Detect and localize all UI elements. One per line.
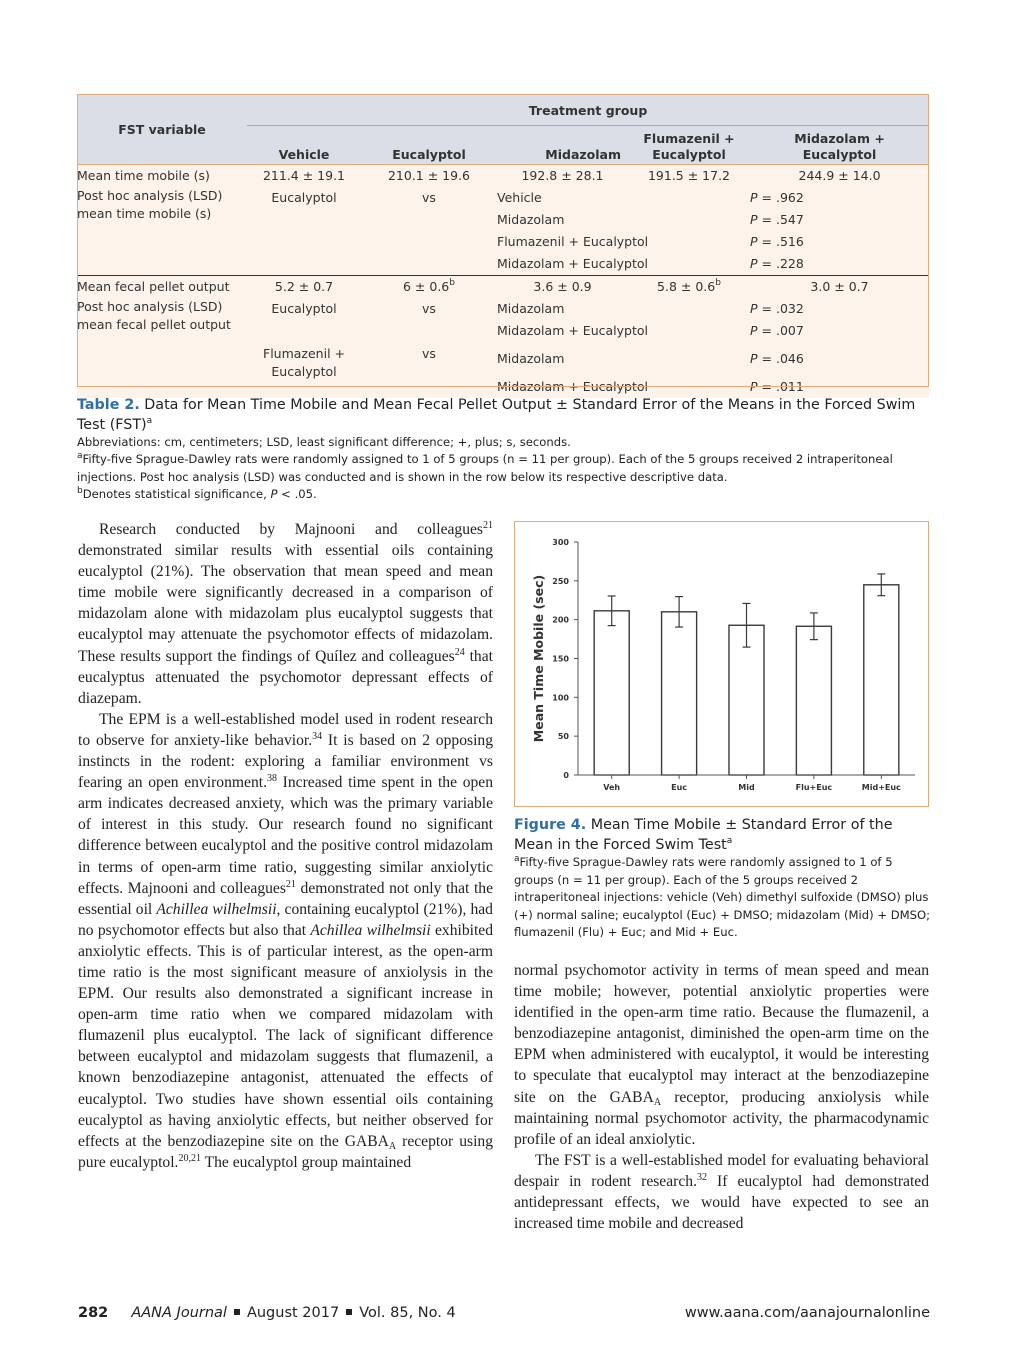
paragraph: normal psychomotor activity in terms of mean speed and mean time mobile; however, potential anxiolytic properties were identified in the open-arm time ratio. Because the flumazenil, a benzodiazepine antagonist, diminished the open-arm time on the EPM when administered with eucalyptol, it would be interesting to speculate that eucalyptol may interact at the benzodiazepine site on the $GABA_A$ receptor, producing anxiolysis while maintaining normal psychomotor activity, the pharmacodynamic profile of an ideal anxiolytic. — [514, 962, 930, 1148]
cell-comparison-group: Vehicle — [497, 190, 542, 205]
bar-chart — [515, 522, 928, 806]
header-treatment-group: Treatment group — [247, 94, 929, 126]
paragraph: The FST is a well-established model for evaluating behavioral despair in rodent research.$^{32}$ If eucalyptol had demonstrated antidepressant effects, we would have expected to see an increased time mobile and decreased — [514, 1151, 929, 1233]
header-vehicle: Vehicle — [247, 126, 361, 165]
cell-midazolam: 192.8 ± 28.1 — [521, 168, 604, 183]
cell-p-value: P = .032 — [750, 301, 804, 316]
cell-midazolam: 3.6 ± 0.9 — [497, 276, 628, 299]
figure-4 — [514, 521, 929, 807]
x-tick-label: Veh — [603, 783, 621, 792]
figure-4-note: $^a$Fifty-five Sprague-Dawley rats were randomly assigned to 1 of 5 groups (n = 11 per group). Each of the 5 groups received 2 intraperitoneal injections: vehicle (Veh) dimethyl sulfoxide (DMSO) plus (+) normal saline; eucalyptol (Euc) + DMSO; midazolam (Mid) + DMSO; flumazenil (Flu) + Euc; and Mid + Euc. — [514, 854, 931, 940]
bar-mid — [729, 625, 764, 775]
x-tick-label: Euc — [671, 783, 688, 792]
square-bullet-icon — [346, 1309, 352, 1315]
y-tick-label: 100 — [552, 693, 569, 703]
cell-vs: vs — [422, 346, 436, 361]
cell-vs: vs — [422, 190, 436, 205]
fst-data-table — [77, 94, 929, 398]
y-tick-label: 150 — [552, 654, 569, 664]
issue-volume: Vol. 85, No. 4 — [359, 1305, 456, 1321]
header-midazolam: Midazolam — [497, 126, 628, 165]
paragraph: The EPM is a well-established model used in rodent research to observe for anxiety-like behavior.$^{34}$ It is based on 2 opposing instincts in the rodent: exploring a familiar environment vs fearing an open environment.$^{38}$ Increased time spent in the open arm indicates decreased anxiety, which was the primary variable of interest in this study. Our research found no significant difference between eucalyptol and the positive control midazolam in terms of open-arm time ratio, suggesting similar anxiolytic effects. Majnooni and colleagues$^{21}$ demonstrated not only that the essential oil Achillea wilhelmsii, containing eucalyptol (21%), had no psychomotor effects but also that Achillea wilhelmsii exhibited anxiolytic effects. This is of particular interest, as the open-arm time ratio is the most significant measure of anxiolysis in the EPM. Our results also demonstrated a significant increase in open-arm time ratio when we compared midazolam with flumazenil plus eucalyptol. The lack of significant difference between eucalyptol and midazolam suggests that flumazenil, a known benzodiazepine antagonist, attenuated the effects of eucalyptol. Two studies have shown essential oils containing eucalyptol as having anxiolytic effects, but neither observed for effects at the benzodiazepine site on the $GABA_A$ receptor using pure eucalyptol.$^{20,21}$ The eucalyptol group maintained — [78, 710, 494, 1171]
cell-flumazenil-eucalyptol: 191.5 ± 17.2 — [647, 168, 731, 183]
header-midazolam-eucalyptol: Midazolam + Eucalyptol — [750, 126, 929, 165]
table-2-footnote-a: $^a$Fifty-five Sprague-Dawley rats were randomly assigned to 1 of 5 groups (n = 11 per group). Each of the 5 groups received 2 intraperitoneal injections. Post hoc analysis (LSD) was conducted and is shown in the row below its respective descriptive data. — [77, 451, 893, 484]
table-2-footnote-b: $^b$Denotes statistical significance, P < .05. — [77, 486, 317, 502]
journal-url: www.aana.com/aanajournalonline — [684, 1305, 930, 1321]
page-footer — [78, 1305, 930, 1321]
cell-p-value: P = .228 — [750, 256, 804, 271]
x-tick-label: Flu+Euc — [795, 783, 833, 792]
table-row-posthoc-fecal — [77, 298, 929, 320]
header-fst-variable: FST variable — [77, 94, 247, 165]
y-tick-label: 250 — [552, 576, 569, 586]
cell-p-value: P = .007 — [750, 323, 804, 338]
bar-euc — [662, 612, 697, 775]
x-tick-label: Mid — [738, 783, 755, 792]
cell-eucalyptol: 210.1 ± 19.6 — [387, 168, 471, 183]
cell-reference-group: Eucalyptol — [271, 190, 337, 205]
row-label: Mean fecal pellet output — [77, 276, 247, 299]
cell-p-value: P = .547 — [750, 212, 804, 227]
table-2-notes — [77, 434, 937, 504]
body-column-left — [78, 519, 493, 1173]
cell-p-value: P = .962 — [750, 190, 804, 205]
page-number: 282 — [78, 1305, 109, 1321]
y-axis — [552, 538, 578, 780]
table-2-caption: Table 2. Data for Mean Time Mobile and Mean Fecal Pellet Output ± Standard Error of the Means in the Forced Swim Test (FST)$^a$ — [77, 397, 916, 433]
y-tick-label: 300 — [552, 538, 569, 547]
header-eucalyptol: Eucalyptol — [361, 126, 497, 165]
cell-vs: vs — [422, 301, 436, 316]
row-label: Mean time mobile (s) — [77, 168, 210, 183]
body-column-right — [514, 960, 929, 1234]
cell-comparison-group: Midazolam — [497, 351, 565, 366]
cell-comparison-group: Midazolam — [497, 301, 565, 316]
cell-flumazenil-eucalyptol: 5.8 ± 0.6$^b$ — [628, 276, 750, 299]
table-2-label: Table 2. — [77, 397, 140, 413]
table-row — [77, 342, 929, 376]
square-bullet-icon — [234, 1309, 240, 1315]
header-flumazenil-eucalyptol: Flumazenil + Eucalyptol — [628, 126, 750, 165]
cell-reference-group-2: Flumazenil + Eucalyptol — [263, 346, 345, 379]
row-label: Post hoc analysis (LSD) mean fecal pellet output — [77, 299, 231, 332]
bars — [594, 574, 899, 775]
cell-midazolam-eucalyptol: 3.0 ± 0.7 — [750, 276, 929, 299]
cell-comparison-group: Midazolam — [497, 212, 565, 227]
bar-mid-euc — [864, 585, 899, 775]
table-row-mean-fecal-pellet-output — [77, 276, 929, 299]
cell-p-value: P = .516 — [750, 234, 804, 249]
cell-vehicle: 211.4 ± 19.1 — [262, 168, 346, 183]
cell-p-value: P = .046 — [750, 351, 804, 366]
cell-comparison-group: Midazolam + Eucalyptol — [497, 379, 648, 394]
cell-p-value: P = .011 — [750, 379, 804, 394]
table-2 — [77, 94, 929, 398]
cell-comparison-group: Flumazenil + Eucalyptol — [497, 234, 649, 249]
figure-4-label: Figure 4. — [514, 817, 587, 833]
y-tick-label: 0 — [563, 771, 569, 780]
y-tick-label: 200 — [552, 615, 569, 625]
table-2-title: Data for Mean Time Mobile and Mean Fecal Pellet Output ± Standard Error of the Means in the Forced Swim Test (FST) — [77, 397, 916, 433]
figure-4-caption: Figure 4. Mean Time Mobile ± Standard Error of the Mean in the Forced Swim Test$^a$ — [514, 817, 893, 853]
cell-vehicle: 5.2 ± 0.7 — [247, 276, 361, 299]
cell-eucalyptol: 6 ± 0.6$^b$ — [361, 276, 497, 299]
cell-comparison-group: Midazolam + Eucalyptol — [497, 256, 648, 271]
paragraph: Research conducted by Majnooni and colleagues$^{21}$ demonstrated similar results with essential oils containing eucalyptol (21%). The observation that mean speed and mean time mobile were significantly decreased in a comparison of midazolam alone with midazolam plus eucalyptol suggests that eucalyptol may attenuate the psychomotor effects of midazolam. These results support the findings of Quílez and colleagues$^{24}$ that eucalyptus attenuated the psychomotor depressant effects of diazepam. — [78, 520, 493, 707]
journal-name: AANA Journal — [131, 1305, 227, 1321]
cell-comparison-group: Midazolam + Eucalyptol — [497, 323, 648, 338]
y-axis-label: Mean Time Mobile (sec) — [531, 574, 546, 743]
table-2-abbreviations: Abbreviations: cm, centimeters; LSD, least significant difference; +, plus; s, seconds. — [77, 435, 571, 449]
x-tick-label: Mid+Euc — [861, 783, 901, 792]
table-row-posthoc-mobile — [77, 187, 929, 209]
x-axis — [578, 775, 915, 792]
row-label: Post hoc analysis (LSD) mean time mobile (s) — [77, 188, 223, 221]
table-row-mean-time-mobile — [77, 165, 929, 188]
bar-flu-euc — [796, 626, 831, 775]
cell-reference-group: Eucalyptol — [271, 301, 337, 316]
bar-veh — [594, 611, 629, 775]
cell-midazolam-eucalyptol: 244.9 ± 14.0 — [798, 168, 881, 183]
figure-4-title: Mean Time Mobile ± Standard Error of the Mean in the Forced Swim Test — [514, 817, 893, 853]
y-tick-label: 50 — [557, 732, 569, 742]
issue-date: August 2017 — [246, 1305, 340, 1321]
